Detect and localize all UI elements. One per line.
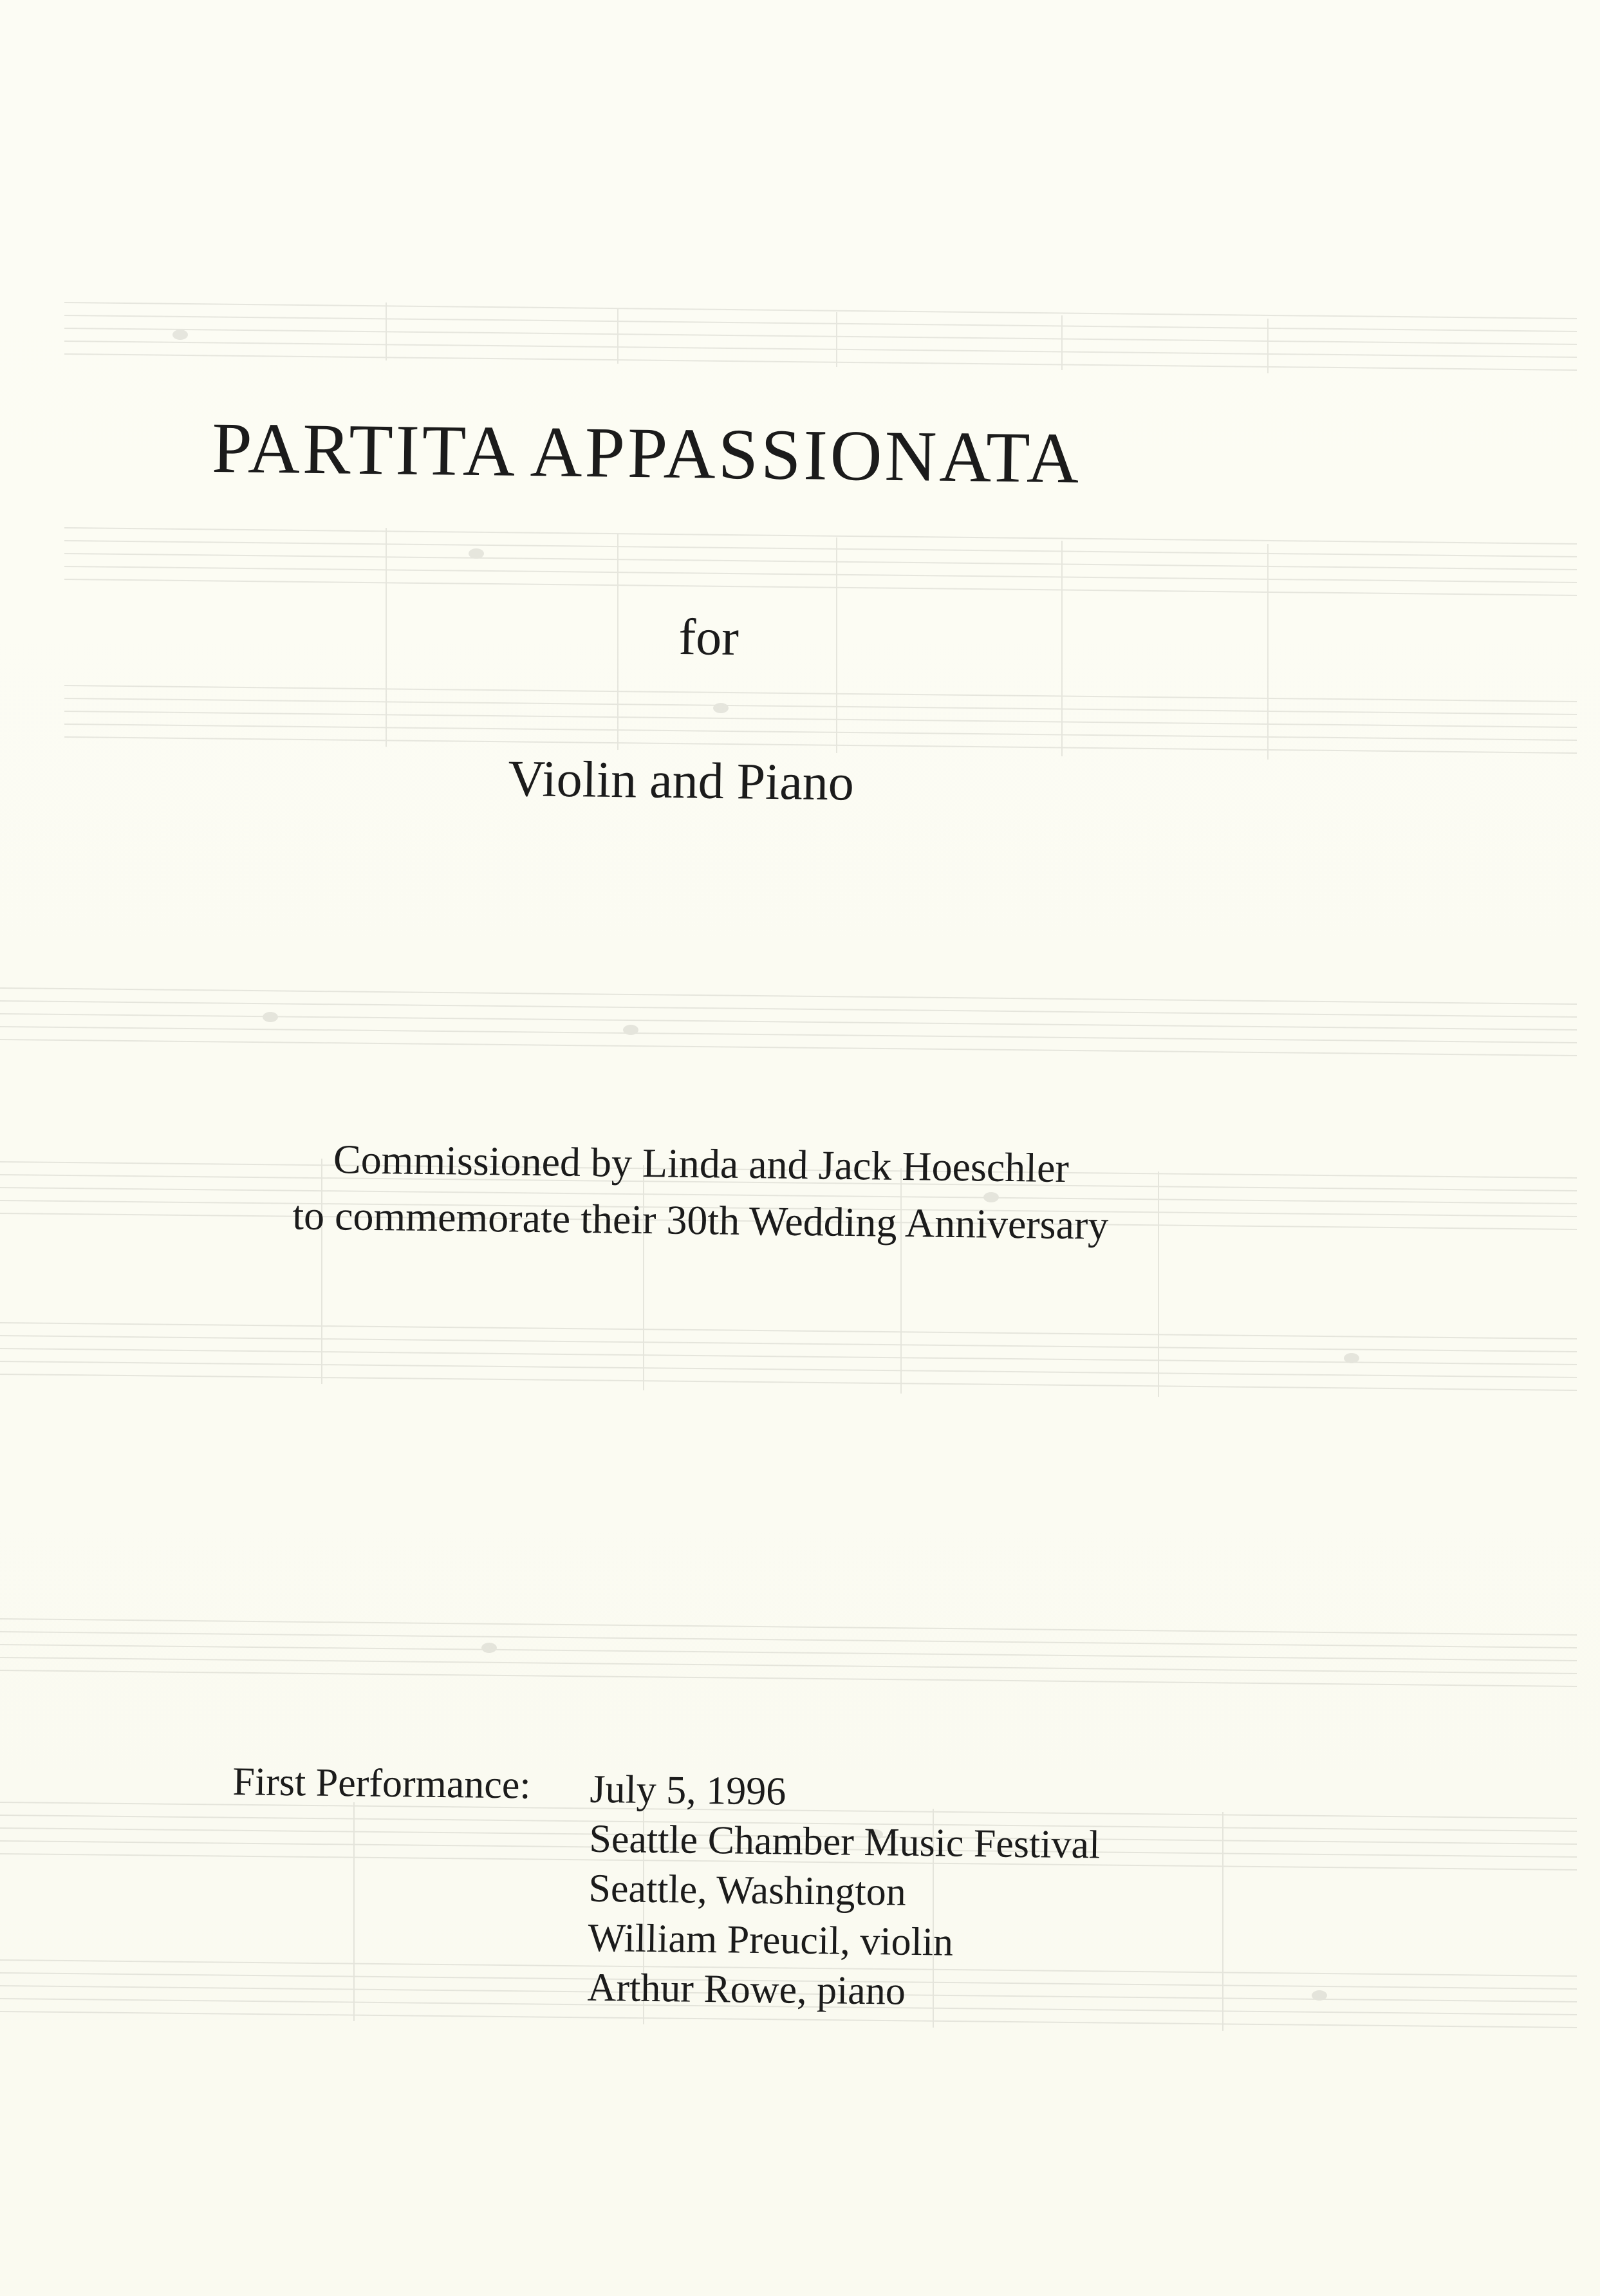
commission-note: [218, 1130, 1184, 1255]
instrumentation: Violin and Piano: [507, 751, 855, 812]
first-performance-label: First Performance:: [232, 1759, 532, 1807]
performer-violin: William Preucil, violin: [588, 1916, 954, 1965]
performance-location: Seattle, Washington: [588, 1866, 907, 1914]
performance-date: July 5, 1996: [590, 1767, 786, 1814]
performer-piano: Arthur Rowe, piano: [587, 1965, 906, 2013]
piece-title: PARTITA APPASSIONATA: [211, 408, 1083, 499]
for-line: for: [678, 609, 740, 667]
commission-line-1: Commissioned by Linda and Jack Hoeschler: [333, 1136, 1070, 1191]
performance-event: Seattle Chamber Music Festival: [589, 1816, 1101, 1867]
first-performance-details: [587, 1765, 1101, 2019]
commission-line-2: to commemorate their 30th Wedding Anniversary: [292, 1192, 1109, 1248]
